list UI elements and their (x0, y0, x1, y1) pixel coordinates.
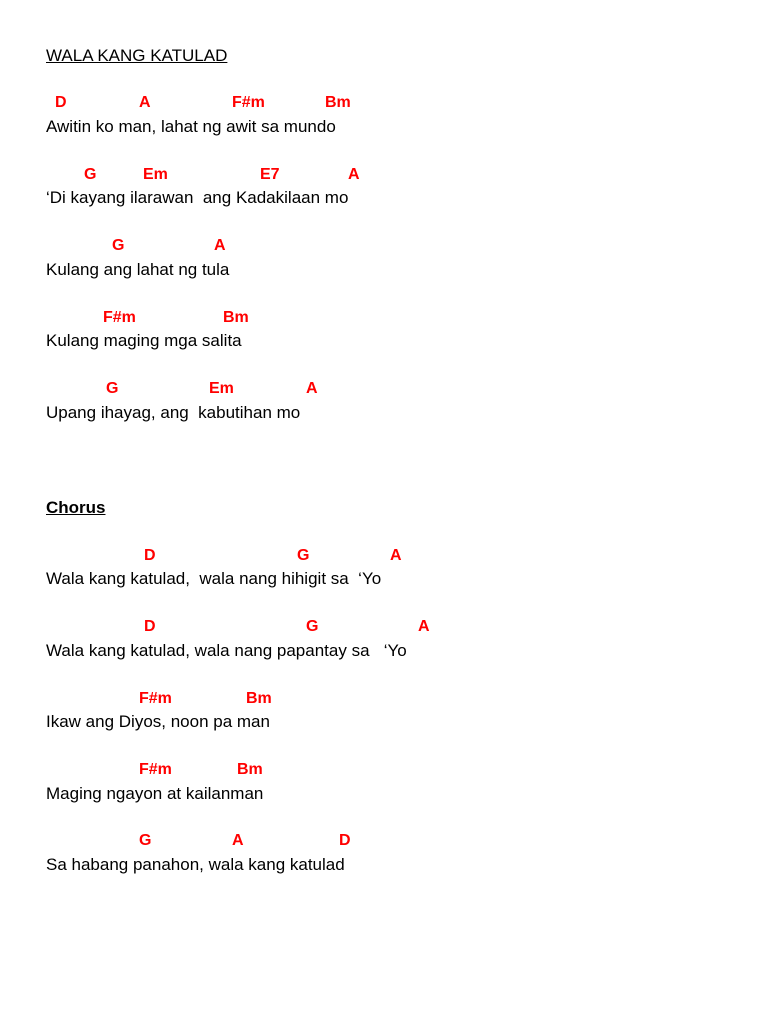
lyric-line: ‘Di kayang ilarawan ang Kadakilaan mo (46, 188, 349, 207)
chord: G (139, 832, 152, 849)
chord: Bm (325, 94, 351, 111)
lyric-line: Sa habang panahon, wala kang katulad (46, 855, 345, 874)
chord-row (0, 831, 768, 851)
chord: D (144, 547, 156, 564)
chord: D (55, 94, 67, 111)
lyric-line: Upang ihayag, ang kabutihan mo (46, 403, 301, 422)
chord-row (0, 546, 768, 566)
chord: D (144, 618, 156, 635)
chord: Em (143, 166, 168, 183)
song-title: WALA KANG KATULAD (46, 46, 228, 65)
chord: F#m (103, 309, 136, 326)
chord-row (0, 236, 768, 256)
chord: A (306, 380, 318, 397)
chord: A (348, 166, 360, 183)
chord: G (84, 166, 97, 183)
chord: A (214, 237, 226, 254)
chord: F#m (232, 94, 265, 111)
lyric-line: Awitin ko man, lahat ng awit sa mundo (46, 117, 336, 136)
lyric-line: Wala kang katulad, wala nang hihigit sa ‘Yo (46, 569, 382, 588)
chord-row (0, 308, 768, 328)
chord: D (339, 832, 351, 849)
chord: A (139, 94, 151, 111)
chord-row (0, 760, 768, 780)
chord-row (0, 165, 768, 185)
chord: Bm (223, 309, 249, 326)
chord: F#m (139, 761, 172, 778)
chord: A (390, 547, 402, 564)
chord: Em (209, 380, 234, 397)
chord: F#m (139, 690, 172, 707)
chorus-heading: Chorus (46, 498, 106, 517)
chord: A (418, 618, 430, 635)
chord: G (297, 547, 310, 564)
chord: E7 (260, 166, 280, 183)
lyric-line: Wala kang katulad, wala nang papantay sa ‘Yo (46, 641, 407, 660)
lyric-line: Maging ngayon at kailanman (46, 784, 264, 803)
chord-row (0, 689, 768, 709)
chord: Bm (246, 690, 272, 707)
lyric-line: Kulang maging mga salita (46, 331, 242, 350)
chord: G (112, 237, 125, 254)
chord: A (232, 832, 244, 849)
chord-row (0, 93, 768, 113)
chord-row (0, 617, 768, 637)
lyric-line: Ikaw ang Diyos, noon pa man (46, 712, 270, 731)
chord: G (306, 618, 319, 635)
chord: Bm (237, 761, 263, 778)
lyric-line: Kulang ang lahat ng tula (46, 260, 230, 279)
chord: G (106, 380, 119, 397)
chord-row (0, 379, 768, 399)
